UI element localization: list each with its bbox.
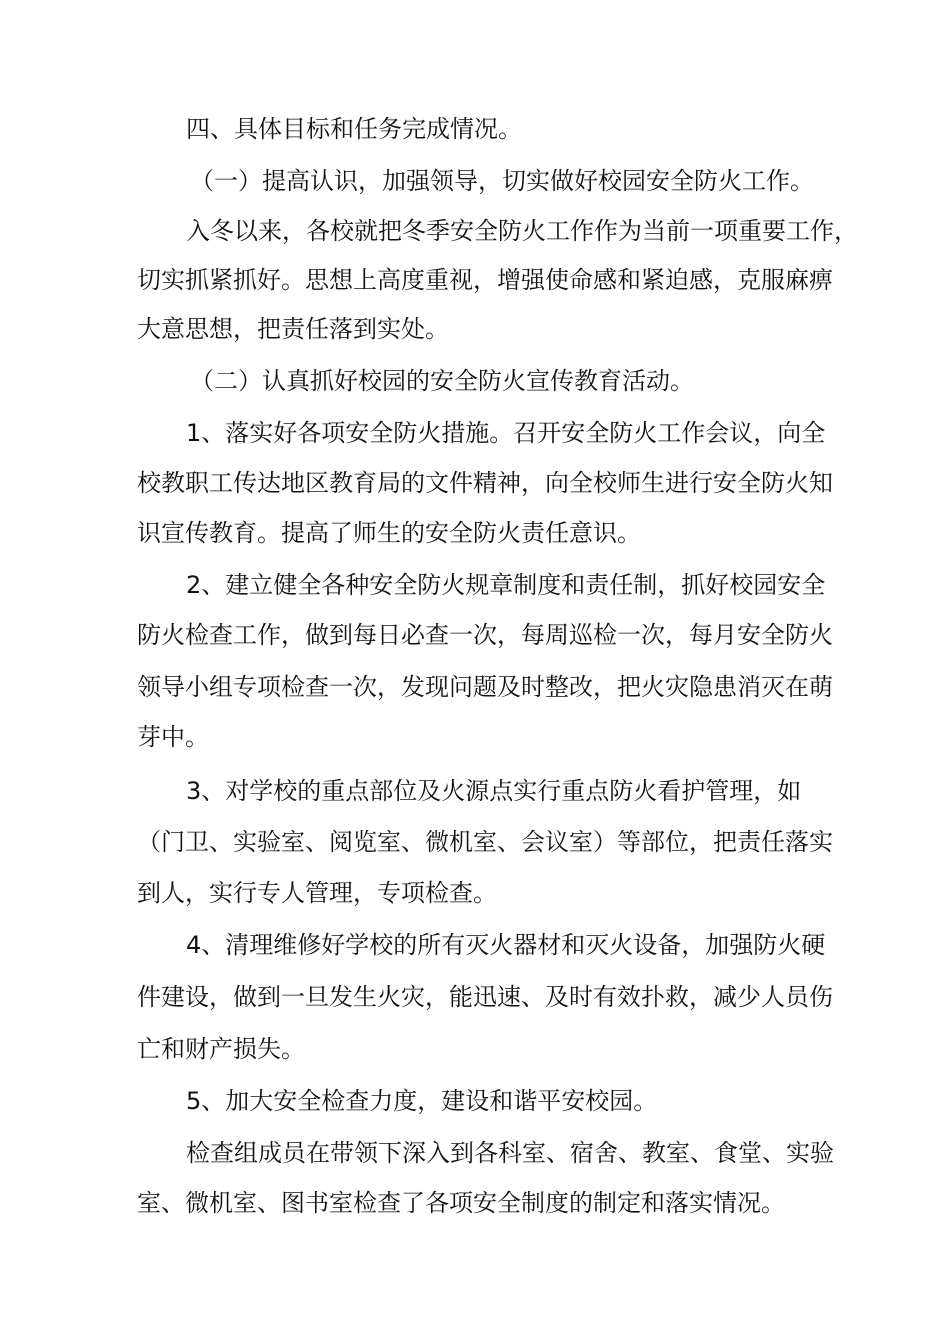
paragraph-line: 领导小组专项检查一次，发现问题及时整改，把火灾隐患消灭在萌 — [137, 673, 833, 701]
paragraph-line: 芽中。 — [137, 723, 209, 751]
paragraph-line: 亡和财产损失。 — [137, 1035, 305, 1063]
paragraph-line: 防火检查工作，做到每日必查一次，每周巡检一次，每月安全防火 — [137, 621, 833, 649]
list-item-3-line: 3、对学校的重点部位及火源点实行重点防火看护管理，如 — [186, 777, 802, 805]
paragraph-line: 校教职工传达地区教育局的文件精神，向全校师生进行安全防火知 — [137, 469, 833, 497]
paragraph-line: 识宣传教育。提高了师生的安全防火责任意识。 — [137, 519, 641, 547]
subheading-1: （一）提高认识，加强领导，切实做好校园安全防火工作。 — [190, 167, 814, 195]
paragraph-line: 入冬以来，各校就把冬季安全防火工作作为当前一项重要工作， — [186, 217, 858, 245]
paragraph-line: 件建设，做到一旦发生火灾，能迅速、及时有效扑救，减少人员伤 — [137, 983, 833, 1011]
paragraph-line: 检查组成员在带领下深入到各科室、宿舍、教室、食堂、实验 — [186, 1139, 834, 1167]
section-heading-4: 四、具体目标和任务完成情况。 — [186, 115, 522, 143]
list-item-1-line: 1、落实好各项安全防火措施。召开安全防火工作会议，向全 — [186, 419, 826, 447]
list-item-2-line: 2、建立健全各种安全防火规章制度和责任制，抓好校园安全 — [186, 571, 826, 599]
paragraph-line: 大意思想，把责任落到实处。 — [137, 315, 449, 343]
paragraph-line: 到人，实行专人管理，专项检查。 — [137, 879, 497, 907]
subheading-2: （二）认真抓好校园的安全防火宣传教育活动。 — [190, 367, 694, 395]
paragraph-line: 切实抓紧抓好。思想上高度重视，增强使命感和紧迫感，克服麻痹 — [137, 266, 833, 294]
paragraph-line: 室、微机室、图书室检查了各项安全制度的制定和落实情况。 — [137, 1189, 785, 1217]
paragraph-line: （门卫、实验室、阅览室、微机室、会议室）等部位，把责任落实 — [137, 828, 833, 856]
list-item-5-line: 5、加大安全检查力度，建设和谐平安校园。 — [186, 1087, 658, 1115]
list-item-4-line: 4、清理维修好学校的所有灭火器材和灭火设备，加强防火硬 — [186, 931, 826, 959]
